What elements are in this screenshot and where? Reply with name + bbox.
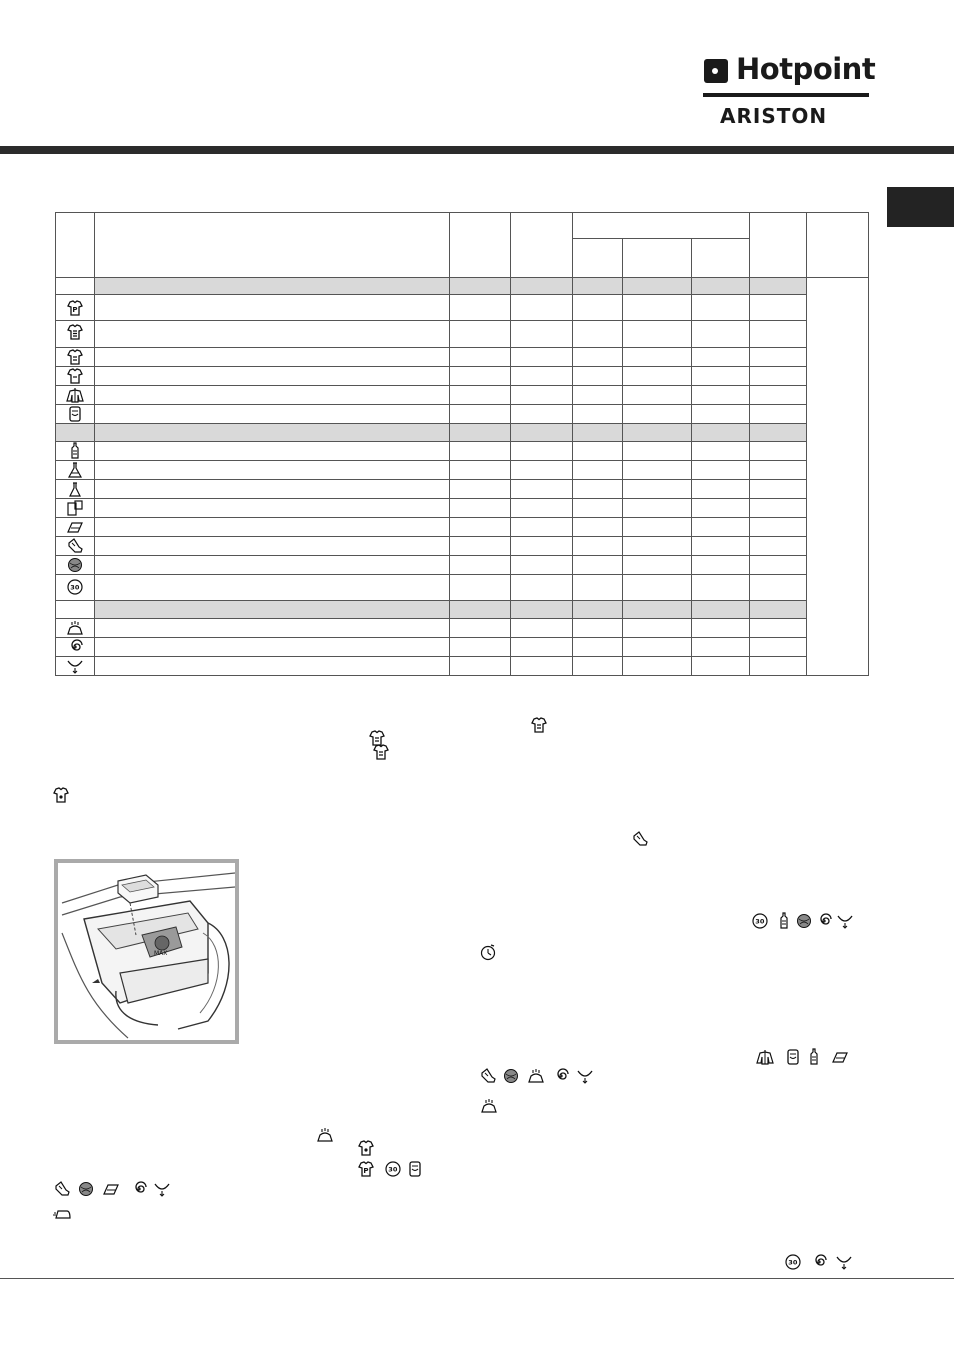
table-row-rule [55,441,806,442]
table-row-rule [55,618,806,619]
logo-bar [703,93,869,97]
table-row-rule [55,366,806,367]
table-border-top [55,212,868,213]
table-header-bottom [55,277,868,278]
baby-bottle-icon [805,1048,823,1066]
svg-text:30: 30 [70,583,80,592]
svg-text:P: P [363,1167,369,1175]
30min-icon [751,912,769,930]
spin-icon [130,1180,148,1198]
table-col-rule [622,238,623,675]
spin-icon [66,638,84,656]
drain-icon [576,1067,594,1085]
table-row-rule [55,320,806,321]
max-mark: MAX [154,950,168,957]
table-col-rule [572,212,573,675]
table-row-rule [55,423,806,424]
table-row-rule [55,347,806,348]
ball-icon [502,1067,520,1085]
blanket-icon [66,518,84,536]
table-col-rule [94,212,95,675]
sports-shoe-icon [479,1067,497,1085]
drain-icon [836,912,854,930]
language-tab [887,187,954,227]
woolmark-icon [784,1048,802,1066]
stain-shirt-icon [52,786,70,804]
p-shirt-icon [66,299,84,317]
shirt-icon [530,716,548,734]
table-row-rule [55,460,806,461]
table-col-rule [806,212,807,675]
30min-icon [784,1253,802,1271]
table-row-rule [55,294,806,295]
table-border-bottom [55,675,868,676]
garment-hanger-icon [66,386,84,404]
table-row-rule [55,498,806,499]
sports-shoe-icon [631,830,649,848]
drain-icon [153,1180,171,1198]
table-row-rule [55,637,806,638]
table-row-rule [55,517,806,518]
table-col-rule [449,212,450,675]
shirt-light-icon [66,367,84,385]
woolmark-icon [406,1160,424,1178]
table-col-rule [749,212,750,675]
logo-mark [704,59,728,83]
svg-text:30: 30 [755,917,765,926]
sports-shoe-icon [66,537,84,555]
stain-shirt-icon [357,1139,375,1157]
baby-bottle-icon [775,912,793,930]
drain-icon [66,657,84,675]
p-shirt-icon [357,1160,375,1178]
shirt-icon [372,743,390,761]
rinse-icon [527,1067,545,1085]
shirt-icon [66,348,84,366]
ball-icon [66,556,84,574]
30min-icon [66,578,84,596]
easy-iron-icon [53,1205,71,1223]
table-header-subrule [572,238,749,239]
baby-bottle-icon [66,442,84,460]
sports-shoe-icon [53,1180,71,1198]
30min-icon [384,1160,402,1178]
section-header-band [95,601,806,618]
spin-icon [815,912,833,930]
section-header-band [95,278,806,294]
table-row-rule [55,385,806,386]
table-row-rule [55,479,806,480]
table-row-rule [55,574,806,575]
section-header-band [55,424,806,441]
flask-small-icon [66,480,84,498]
rinse-icon [480,1097,498,1115]
ball-icon [77,1180,95,1198]
garment-hanger-icon [756,1048,774,1066]
header-rule [0,146,954,154]
table-row-rule [55,555,806,556]
footer-rule [0,1278,954,1279]
drain-icon [835,1253,853,1271]
rinse-icon [66,619,84,637]
detergent-drawer-drawing [58,863,235,1040]
woolmark-icon [66,405,84,423]
detergent-drawer-illustration [54,859,239,1044]
logo-subbrand: ARISTON [720,104,828,128]
hotpoint-ariston-logo [703,52,876,128]
table-border-right [868,212,869,676]
table-border-left [55,212,56,676]
spin-icon [552,1067,570,1085]
table-row-rule [55,600,806,601]
rinse-icon [316,1126,334,1144]
svg-text:P: P [72,306,78,314]
spin-icon [810,1253,828,1271]
svg-text:30: 30 [388,1165,398,1174]
table-row-rule [55,536,806,537]
shirt-heavy-icon [66,323,84,341]
table-row-rule [55,404,806,405]
svg-text:30: 30 [788,1258,798,1267]
table-col-rule [510,212,511,675]
double-garment-icon [66,499,84,517]
blanket-icon [831,1048,849,1066]
logo-brand: Hotpoint [736,52,876,86]
ball-icon [795,912,813,930]
table-row-rule [55,656,806,657]
delay-timer-icon [479,943,497,961]
blanket-icon [102,1180,120,1198]
table-col-rule [691,238,692,675]
flask-icon [66,461,84,479]
